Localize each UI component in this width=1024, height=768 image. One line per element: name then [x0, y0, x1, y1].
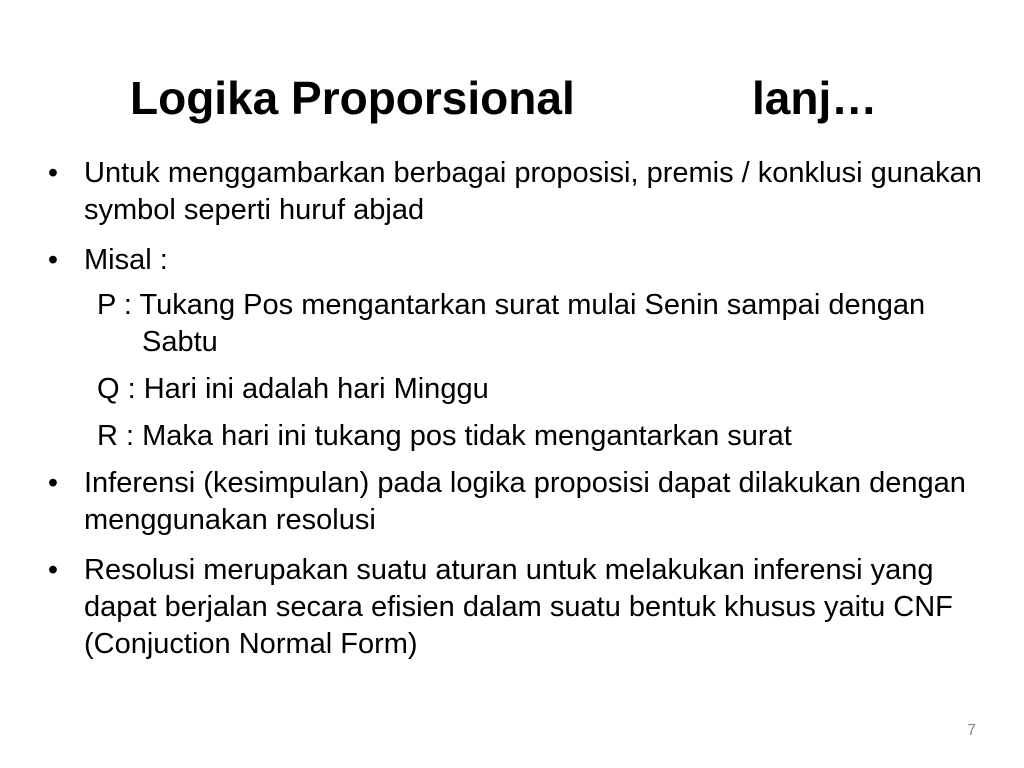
example-text: Q : Hari ini adalah hari Minggu — [97, 373, 489, 405]
bullet-item — [0, 155, 1024, 229]
example-text: R : Maka hari ini tukang pos tidak mengantarkan surat — [97, 420, 792, 452]
bullet-dot-icon: • — [47, 157, 59, 189]
bullet-dot-icon: • — [47, 467, 59, 499]
example-text: P : Tukang Pos mengantarkan surat mulai Senin sampai dengan Sabtu — [97, 289, 926, 358]
example-item — [0, 371, 1024, 408]
slide-title: Logika Proporsional — [130, 72, 575, 124]
bullet-dot-icon: • — [47, 244, 59, 276]
bullet-text: Untuk menggambarkan berbagai proposisi, premis / konklusi gunakan symbol seperti huruf abjad — [84, 157, 982, 226]
bullet-text: Misal : — [84, 244, 168, 276]
bullet-text: Resolusi merupakan suatu aturan untuk melakukan inferensi yang dapat berjalan secara efisien dalam suatu bentuk khusus yaitu CNF (Conjuction Normal Form) — [84, 554, 953, 660]
bullet-item — [0, 552, 1024, 663]
bullet-dot-icon: • — [47, 554, 59, 586]
slide-number: 7 — [967, 722, 976, 739]
bullet-item — [0, 465, 1024, 539]
slide-body — [0, 155, 1024, 676]
example-item — [0, 418, 1024, 455]
slide-title-continuation: lanj… — [752, 72, 878, 124]
bullet-text: Inferensi (kesimpulan) pada logika proposisi dapat dilakukan dengan menggunakan resolusi — [84, 467, 966, 536]
example-item — [0, 287, 1024, 361]
bullet-item — [0, 242, 1024, 279]
